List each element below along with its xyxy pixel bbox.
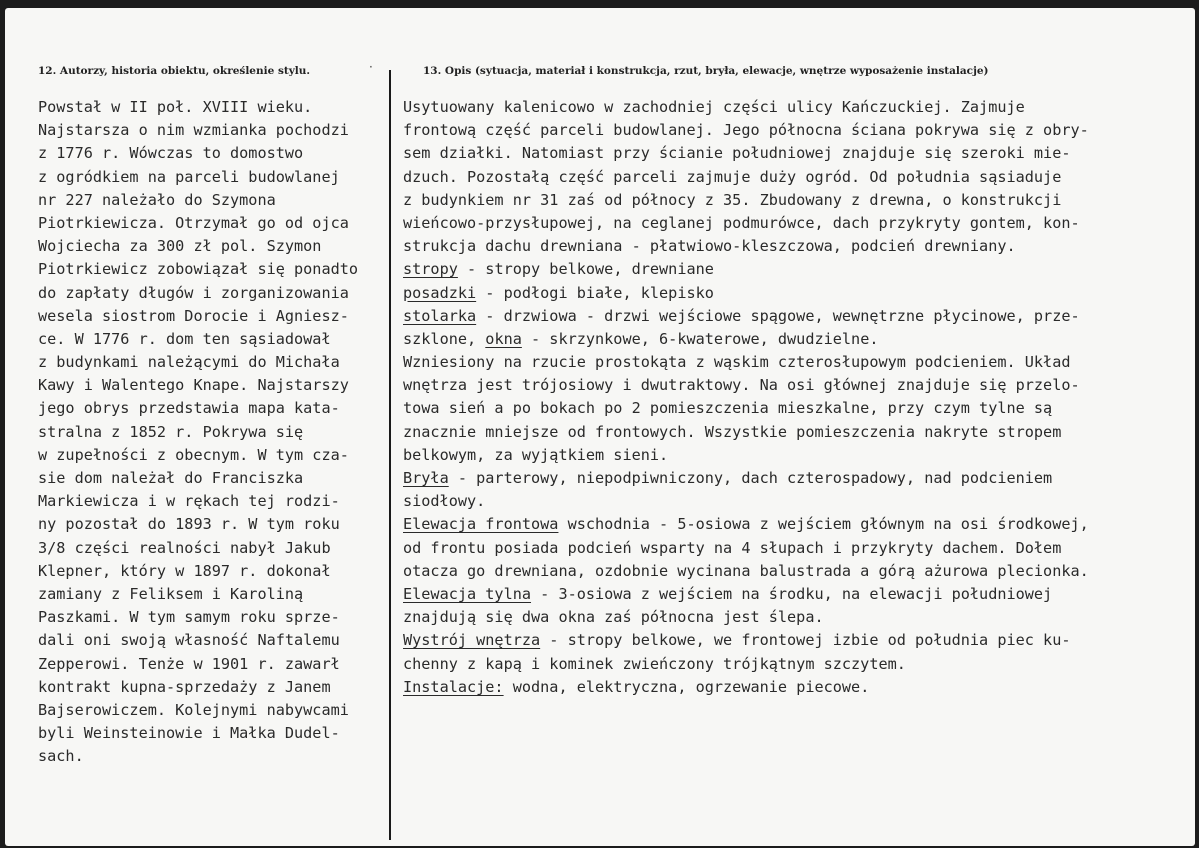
description-text-run: Usytuowany kalenicowo w zachodniej części ulicy Kańczuckiej. Zajmuje <box>403 98 1025 116</box>
history-line: z budynkami należącymi do Michała <box>38 353 340 372</box>
history-line: sach. <box>38 747 84 766</box>
history-line: Najstarsza o nim wzmianka pochodzi <box>38 121 349 140</box>
document-sheet <box>5 8 1195 846</box>
history-line: ny pozostał do 1893 r. W tym roku <box>38 515 340 534</box>
history-line: Wojciecha za 300 zł pol. Szymon <box>38 237 322 256</box>
description-line <box>403 444 1193 467</box>
history-line: byli Weinsteinowie i Małka Dudel- <box>38 724 340 743</box>
history-line: do zapłaty długów i zorganizowania <box>38 283 349 302</box>
history-line: Bajserowiczem. Kolejnymi nabywcami <box>38 700 349 719</box>
description-text-run: strukcja dachu drewniana - płatwiowo-kleszczowa, podcień drewniany. <box>403 237 1016 256</box>
history-line: z ogródkiem na parceli budowlanej <box>38 167 340 186</box>
description-line <box>403 305 1193 328</box>
description-line <box>403 374 1193 397</box>
description-line <box>403 119 1193 142</box>
description-line <box>403 96 1193 119</box>
section-label: okna <box>485 329 522 348</box>
description-text-run: wodna, elektryczna, ogrzewanie piecowe. <box>503 677 870 696</box>
description-text-run: od frontu posiada podcień wsparty na 4 słupach i przykryty dachem. Dołem <box>403 538 1062 557</box>
description-text-run: wieńcowo-przysłupowej, na ceglanej podmurówce, dach przykryty gontem, kon- <box>403 213 1080 232</box>
history-line: zamiany z Feliksem i Karoliną <box>38 584 304 603</box>
description-line <box>403 560 1193 583</box>
section-12-header: 12. Autorzy, historia obiektu, określenie stylu. <box>38 65 311 77</box>
column-divider <box>389 70 391 840</box>
description-line <box>403 189 1193 212</box>
history-line: Piotrkiewicz zobowiązał się ponadto <box>38 260 359 279</box>
description-line <box>403 397 1193 420</box>
history-line: Klepner, który w 1897 r. dokonał <box>38 561 331 580</box>
description-text-run: znajdują się dwa okna zaś północna jest ślepa. <box>403 608 824 627</box>
section-label: Elewacja frontowa <box>403 515 559 534</box>
description-text-run: - skrzynkowe, 6-kwaterowe, dwudzielne. <box>521 329 879 348</box>
description-text <box>403 96 1193 699</box>
dot-mark: · <box>369 60 373 74</box>
section-label: Instalacje: <box>403 677 504 696</box>
history-line: wesela siostrom Dorocie i Agniesz- <box>38 306 349 325</box>
description-line <box>403 676 1193 699</box>
history-line: jego obrys przedstawia mapa kata- <box>38 399 340 418</box>
description-text-run: wschodnia - 5-osiowa z wejściem głównym na osi środkowej, <box>558 515 1089 534</box>
history-line: z 1776 r. Wówczas to domostwo <box>38 144 304 163</box>
history-line: dali oni swoją własność Naftalemu <box>38 631 340 650</box>
history-line: ce. W 1776 r. dom ten sąsiadował <box>38 329 331 348</box>
history-line: nr 227 należało do Szymona <box>38 190 276 209</box>
history-line: Powstał w II poł. XVIII wieku. <box>38 98 313 116</box>
history-line: Paszkami. W tym samym roku sprze- <box>38 608 340 627</box>
description-text-run: chenny z kapą i kominek zwieńczony trójkątnym szczytem. <box>403 654 906 673</box>
section-label: stropy <box>403 260 458 279</box>
description-line <box>403 258 1193 281</box>
description-line <box>403 351 1193 374</box>
description-text-run: wnętrza jest trójosiowy i dwutraktowy. Na osi głównej znajduje się przelo- <box>403 376 1080 395</box>
section-13-header: 13. Opis (sytuacja, materiał i konstrukcja, rzut, bryła, elewacje, wnętrze wyposażenie instalacje) <box>423 65 989 77</box>
description-line <box>403 629 1193 652</box>
description-line <box>403 166 1193 189</box>
description-line <box>403 328 1193 351</box>
description-line <box>403 537 1193 560</box>
description-text-run: - podłogi białe, klepisko <box>476 283 714 302</box>
description-text-run: otacza go drewniana, ozdobnie wycinana balustrada a górą ażurowa plecionka. <box>403 561 1089 580</box>
description-text-run: siodłowy. <box>403 492 486 511</box>
description-line <box>403 467 1193 490</box>
history-line: sie dom należał do Franciszka <box>38 469 304 487</box>
history-line: w zupełności z obecnym. W tym cza- <box>38 445 349 464</box>
section-label: Wystrój wnętrza <box>403 631 541 650</box>
section-label: posadzki <box>403 283 477 302</box>
description-line <box>403 490 1193 513</box>
description-text-run: sem działki. Natomiast przy ścianie południowej znajduje się szeroki mie- <box>403 144 1071 163</box>
description-line <box>403 282 1193 305</box>
history-line: kontrakt kupna-sprzedaży z Janem <box>38 677 331 696</box>
description-text-run: frontową część parceli budowlanej. Jego północna ściana pokrywa się z obry- <box>403 121 1089 140</box>
section-label: stolarka <box>403 306 477 325</box>
description-text-run: - stropy belkowe, we frontowej izbie od południa piec ku- <box>540 631 1071 650</box>
description-text-run: Wzniesiony na rzucie prostokąta z wąskim czterosłupowym podcieniem. Układ <box>403 353 1071 372</box>
description-line <box>403 142 1193 165</box>
description-line <box>403 513 1193 536</box>
section-label: Elewacja tylna <box>403 584 532 603</box>
description-text-run: znacznie mniejsze od frontowych. Wszystkie pomieszczenia nakryte stropem <box>403 422 1062 441</box>
description-text-run: dzuch. Pozostałą część parceli zajmuje duży ogród. Od południa sąsiaduje <box>403 167 1062 186</box>
description-line <box>403 235 1193 258</box>
history-line: stralna z 1852 r. Pokrywa się <box>38 422 304 441</box>
history-line: Zepperowi. Tenże w 1901 r. zawarł <box>38 654 340 673</box>
history-text <box>38 96 388 768</box>
history-line: Markiewicza i w rękach tej rodzi- <box>38 492 340 511</box>
description-line <box>403 212 1193 235</box>
history-line: 3/8 części realności nabył Jakub <box>38 538 331 557</box>
description-text-run: towa sień a po bokach po 2 pomieszczenia mieszkalne, przy czym tylne są <box>403 399 1053 418</box>
description-line <box>403 583 1193 606</box>
description-text-run: szklone, <box>403 329 486 348</box>
description-text-run: - 3-osiowa z wejściem na środku, na elewacji południowej <box>531 584 1053 603</box>
description-line <box>403 421 1193 444</box>
description-line <box>403 653 1193 676</box>
description-text-run: - parterowy, niepodpiwniczony, dach czterospadowy, nad podcieniem <box>448 469 1053 487</box>
description-line <box>403 606 1193 629</box>
history-line: Piotrkiewicza. Otrzymał go od ojca <box>38 213 349 232</box>
history-line: Kawy i Walentego Knape. Najstarszy <box>38 376 349 395</box>
description-text-run: - stropy belkowe, drewniane <box>457 260 714 279</box>
description-text-run: belkowym, za wyjątkiem sieni. <box>403 445 669 464</box>
description-text-run: - drzwiowa - drzwi wejściowe spągowe, wewnętrzne płycinowe, prze- <box>476 306 1080 325</box>
section-label: Bryła <box>403 469 449 487</box>
description-text-run: z budynkiem nr 31 zaś od północy z 35. Zbudowany z drewna, o konstrukcji <box>403 190 1062 209</box>
